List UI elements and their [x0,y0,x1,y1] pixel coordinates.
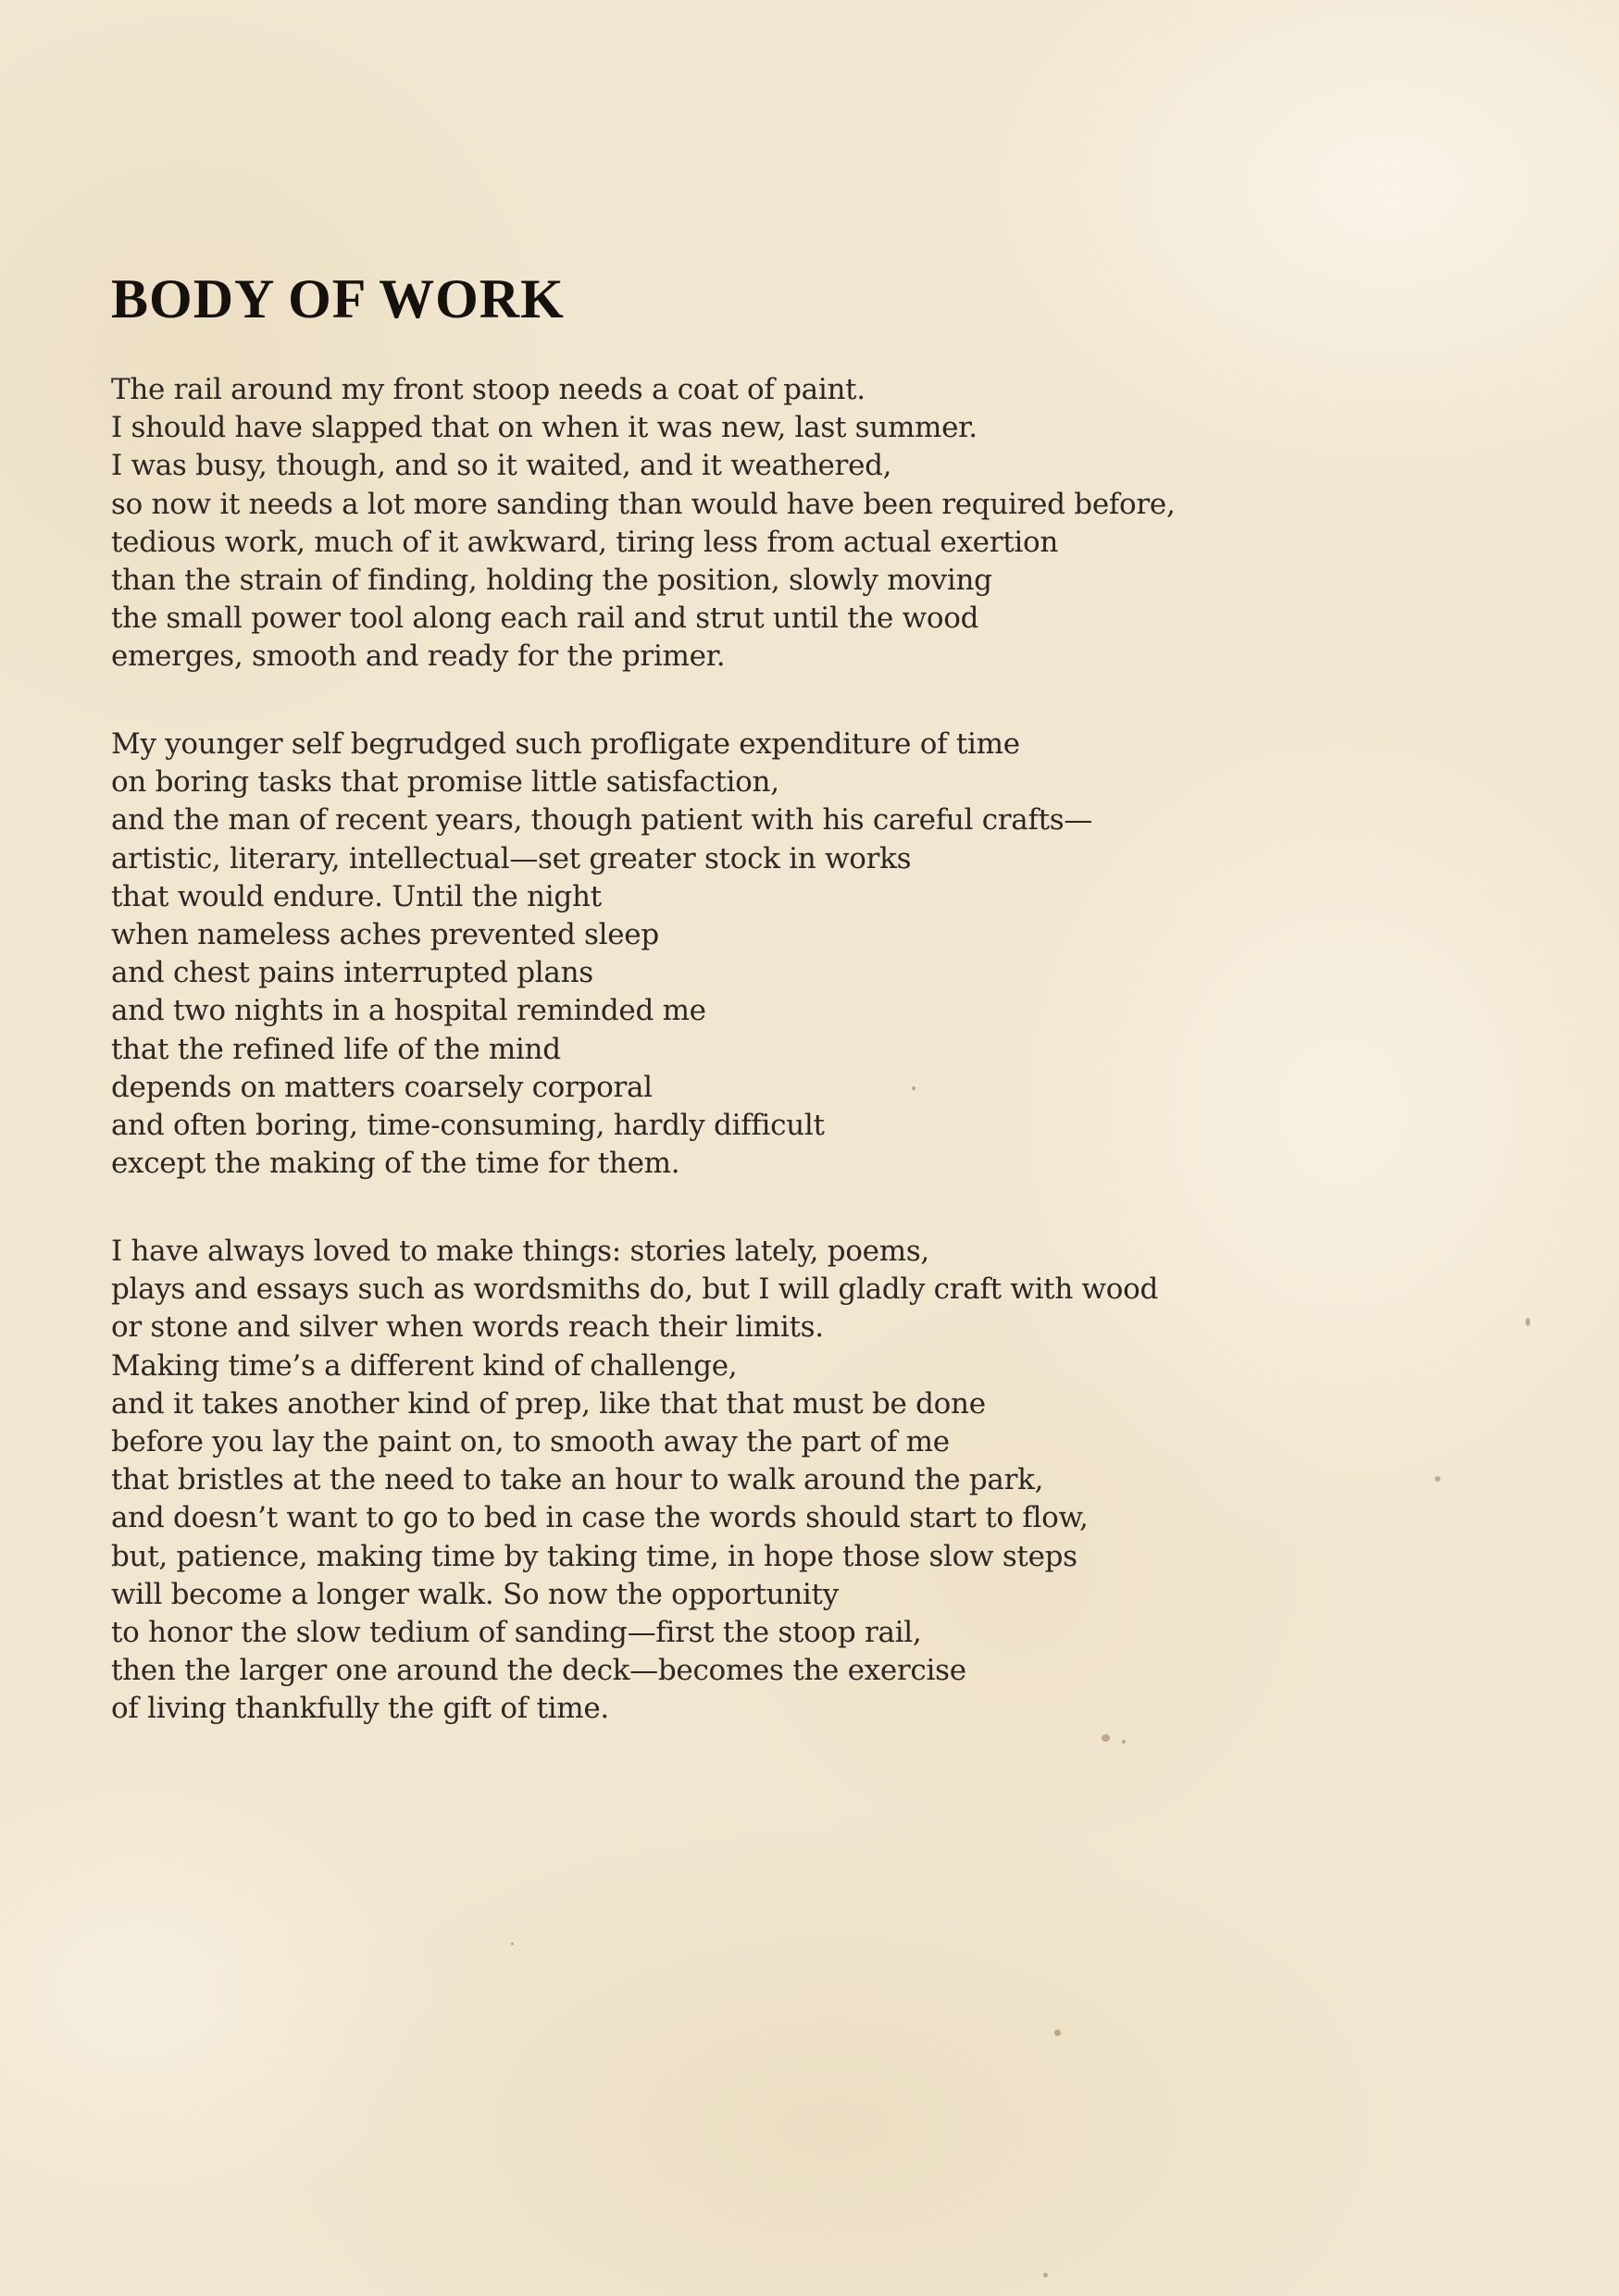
poem-line: will become a longer walk. So now the opportunity [111,1577,839,1611]
poem-line: the small power tool along each rail and strut until the wood [111,602,979,636]
paper-speck [1526,1318,1530,1326]
poem-line: emerges, smooth and ready for the primer. [111,639,726,674]
poem-line: and chest pains interrupted plans [111,956,593,990]
poem-line: to honor the slow tedium of sanding—first the stoop rail, [111,1615,922,1649]
poem-line: when nameless aches prevented sleep [111,917,659,951]
poem-line: I have always loved to make things: stories lately, poems, [111,1235,929,1268]
poem-line: that the refined life of the mind [111,1032,561,1066]
poem-line: Making time’s a different kind of challenge, [111,1348,738,1383]
poem-line: and doesn’t want to go to bed in case the words should start to flow, [111,1501,1089,1535]
poem-line: I was busy, though, and so it waited, and it weathered, [111,449,892,483]
poem-line: except the making of the time for them. [111,1147,680,1181]
poem-line: than the strain of finding, holding the position, slowly moving [111,563,992,597]
poem-line: and it takes another kind of prep, like that that must be done [111,1386,986,1421]
poem-line: tedious work, much of it awkward, tiring less from actual exertion [111,525,1059,559]
poem-line: depends on matters coarsely corporal [111,1070,653,1104]
paper-speck [1043,2273,1048,2277]
stanza [111,371,1176,676]
paper-speck [1122,1740,1126,1744]
poem-line: I should have slapped that on when it was new, last summer. [111,411,978,445]
poem-line: that bristles at the need to take an hour to walk around the park, [111,1463,1044,1497]
poem-line: then the larger one around the deck—becomes the exercise [111,1654,966,1688]
poem-title: BODY OF WORK [111,268,565,329]
poem-line: so now it needs a lot more sanding than would have been required before, [111,487,1176,521]
poem-line: My younger self begrudged such profligate expenditure of time [111,727,1020,761]
paper-speck [1102,1734,1110,1742]
poem-line: or stone and silver when words reach their limits. [111,1310,824,1345]
paper-speck [511,1942,514,1945]
poem-line: plays and essays such as wordsmiths do, but I will gladly craft with wood [111,1272,1159,1307]
stanza [111,726,1092,1183]
stanza [111,1233,1158,1728]
poem-line: that would endure. Until the night [111,879,602,913]
poem-line: but, patience, making time by taking time, in hope those slow steps [111,1539,1077,1573]
poem-line: artistic, literary, intellectual—set greater stock in works [111,841,912,875]
poem-line: before you lay the paint on, to smooth away the part of me [111,1424,950,1458]
poem-line: and the man of recent years, though patient with his careful crafts— [111,803,1093,838]
paper-speck [1435,1476,1440,1482]
poem-line: of living thankfully the gift of time. [111,1692,609,1726]
poem-line: and often boring, time-consuming, hardly difficult [111,1108,825,1142]
poem-line: and two nights in a hospital reminded me [111,994,706,1028]
poem-line: The rail around my front stoop needs a coat of paint. [111,373,866,406]
poem-line: on boring tasks that promise little satisfaction, [111,765,779,800]
paper-speck [1054,2029,1061,2036]
